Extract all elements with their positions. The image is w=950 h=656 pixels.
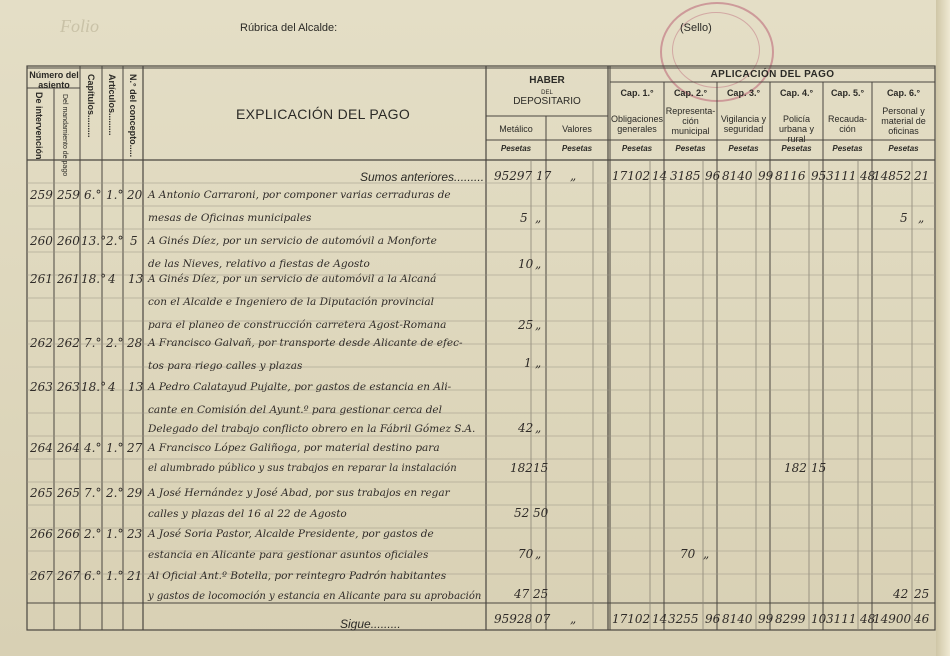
sigue-cap4-cents: 10: [811, 612, 827, 626]
header-articulos: Artículos.........: [107, 74, 117, 136]
entry-263-mand: 263: [57, 380, 80, 394]
entry-261-metalico: 25: [518, 318, 534, 332]
sumos-cap2: 3185: [670, 169, 701, 183]
entry-260-line-1: A Ginés Díez, por un servicio de automóvil a Monforte: [148, 235, 437, 247]
entry-262-line-2: tos para riego calles y plazas: [148, 360, 303, 372]
header-cap-2: Cap. 2.°: [673, 88, 708, 98]
sigue-metalico: 95928: [494, 612, 533, 626]
entry-260-interv: 260: [30, 234, 53, 248]
entry-266-cap2: 70: [680, 547, 696, 561]
header-aplicacion-del-pago: APLICACIÓN DEL PAGO: [710, 69, 835, 80]
header-depositario: DEPOSITARIO: [513, 96, 581, 107]
entry-261-cap: 18.°: [81, 272, 107, 286]
header-cap-1-name: Obligaciones generales: [610, 114, 664, 134]
entry-267-cap6-cents: 25: [914, 587, 930, 601]
sumos-cap3: 8140: [722, 169, 753, 183]
entry-266-mand: 266: [57, 527, 80, 541]
header-metalico: Metálico: [499, 124, 533, 134]
entry-260-cap: 13.°: [81, 234, 107, 248]
entry-261-line-2: con el Alcalde e Ingeniero de la Diputación provincial: [148, 296, 434, 308]
sumos-anteriores-label: Sumos anteriores.........: [360, 170, 485, 184]
header-cap-4-name: Policía urbana y rural: [778, 114, 815, 144]
sumos-metalico-cents: 17: [536, 169, 552, 183]
sigue-cap5: 3111: [826, 612, 857, 626]
sigue-cap2-cents: 96: [705, 612, 721, 626]
entry-259-cap: 6.°: [84, 188, 102, 202]
header-cap-5-name: Recauda- ción: [827, 114, 868, 134]
entry-266-line-1: A José Soria Pastor, Alcalde Presidente, por gastos de: [148, 528, 434, 540]
entry-264-cap4: 182: [784, 461, 807, 475]
sumos-cap2-cents: 96: [705, 169, 721, 183]
entry-262-cap: 7.°: [84, 336, 102, 350]
sigue-cap3: 8140: [722, 612, 753, 626]
pesetas-cap-1: Pesetas: [621, 144, 653, 153]
entry-261-conc: 13: [128, 272, 144, 286]
entry-266-cap2-cents: „: [703, 547, 710, 561]
header-explicacion-del-pago: EXPLICACIÓN DEL PAGO: [236, 106, 411, 122]
entry-260-line-2: de las Nieves, relativo a fiestas de Agosto: [148, 258, 370, 270]
entry-263-metalico-cents: „: [535, 421, 542, 435]
entry-260-mand: 260: [57, 234, 80, 248]
sigue-cap3-cents: 99: [758, 612, 774, 626]
entry-266-cap: 2.°: [84, 527, 102, 541]
entry-266-conc: 23: [127, 527, 143, 541]
header-cap-3-name: Vigilancia y seguridad: [720, 114, 767, 134]
entry-266-art: 1.°: [106, 527, 124, 541]
entry-265-metalico-cents: 50: [533, 506, 549, 520]
entry-261-metalico-cents: „: [535, 318, 542, 332]
entry-267-metalico: 47: [514, 587, 530, 601]
sigue-cap4: 8299: [775, 612, 806, 626]
entry-262-metalico: 1: [524, 356, 532, 370]
sumos-cap3-cents: 99: [758, 169, 774, 183]
entry-265-cap: 7.°: [84, 486, 102, 500]
header-cap-1: Cap. 1.°: [620, 88, 654, 98]
entry-263-line-2: cante en Comisión del Ayunt.º para gestionar cerca del: [148, 404, 442, 416]
entry-260-conc: 5: [130, 234, 138, 248]
entry-265-mand: 265: [57, 486, 80, 500]
sumos-cap6-cents: 21: [914, 169, 930, 183]
sigue-label: Sigue.........: [340, 617, 401, 631]
entry-259-interv: 259: [30, 188, 53, 202]
sumos-cap5-cents: 48: [860, 169, 876, 183]
sumos-cap4-cents: 95: [811, 169, 827, 183]
entry-264-cap4-cents: 15: [811, 461, 827, 475]
pesetas-cap-3: Pesetas: [728, 144, 759, 153]
entry-267-interv: 267: [30, 569, 53, 583]
entry-262-metalico-cents: „: [535, 356, 542, 370]
sumos-cap6: 14852: [873, 169, 912, 183]
entry-267-cap6: 42: [893, 587, 909, 601]
entry-263-line-3: Delegado del trabajo conflicto obrero en la Fábril Gómez S.A.: [148, 423, 476, 435]
header-cap-5: Cap. 5.°: [830, 88, 865, 98]
entry-264-metalico-cents: 15: [533, 461, 549, 475]
entry-259-cap6: 5: [900, 211, 908, 225]
header-cap-6-name: Personal y material de oficinas: [881, 106, 926, 136]
entry-267-art: 1.°: [106, 569, 124, 583]
rubrica-alcalde: Rúbrica del Alcalde:: [240, 22, 338, 34]
sumos-metalico: 95297: [494, 169, 533, 183]
entry-260-art: 2.°: [106, 234, 124, 248]
pesetas-cap-4: Pesetas: [781, 144, 812, 153]
entry-267-line-2: y gastos de locomoción y estancia en Alicante para su aprobación: [148, 591, 482, 602]
sigue-valores: „: [570, 612, 577, 626]
entry-265-interv: 265: [30, 486, 53, 500]
entry-267-mand: 267: [57, 569, 80, 583]
header-n-concepto: N.° del concepto.....: [128, 74, 138, 158]
sigue-cap2: 3255: [668, 612, 699, 626]
entry-262-interv: 262: [30, 336, 53, 350]
header-del-mandamiento: Del mandamiento de pago: [61, 94, 68, 177]
entry-266-metalico: 70: [518, 547, 534, 561]
entry-264-conc: 27: [127, 441, 143, 455]
entry-266-line-2: estancia en Alicante para gestionar asuntos oficiales: [148, 549, 429, 561]
header-haber: HABER: [529, 75, 565, 86]
entry-264-line-1: A Francisco López Galiñoga, por material destino para: [148, 442, 440, 454]
sigue-metalico-cents: 07: [535, 612, 551, 626]
entry-259-metalico-cents: „: [535, 211, 542, 225]
entry-267-metalico-cents: 25: [533, 587, 549, 601]
sumos-cap5: 3111: [826, 169, 857, 183]
entry-259-cap6-cents: „: [918, 211, 925, 225]
entry-263-metalico: 42: [518, 421, 534, 435]
entry-259-line-1: A Antonio Carraroni, por componer varias cerraduras de: [148, 189, 451, 201]
entry-263-line-1: A Pedro Calatayud Pujalte, por gastos de estancia en Ali-: [148, 381, 452, 393]
pesetas-valores: Pesetas: [561, 144, 593, 153]
entry-262-mand: 262: [57, 336, 80, 350]
entry-259-metalico: 5: [520, 211, 528, 225]
entry-266-interv: 266: [30, 527, 53, 541]
entry-260-metalico-cents: „: [535, 257, 542, 271]
sigue-cap6: 14900: [873, 612, 912, 626]
sigue-cap6-cents: 46: [914, 612, 930, 626]
entry-261-mand: 261: [57, 272, 80, 286]
header-capitulos: Capítulos.........: [86, 74, 96, 138]
sigue-cap1: 17102: [612, 612, 651, 626]
sigue-cap1-cents: 14: [652, 612, 668, 626]
entry-267-line-1: Al Oficial Ant.º Botella, por reintegro Padrón habitantes: [148, 570, 447, 582]
entry-263-conc: 13: [128, 380, 144, 394]
entry-262-conc: 28: [127, 336, 143, 350]
entry-259-mand: 259: [57, 188, 80, 202]
entry-262-line-1: A Francisco Galvañ, por transporte desde Alicante de efec-: [148, 337, 463, 349]
pesetas-metalico: Pesetas: [500, 144, 532, 153]
folio-label: Folio: [60, 16, 99, 36]
header-de-intervencion: De intervención: [34, 92, 44, 160]
entry-267-conc: 21: [127, 569, 143, 583]
entry-265-metalico: 52: [514, 506, 530, 520]
entry-260-metalico: 10: [518, 257, 534, 271]
entry-263-art: 4: [108, 380, 116, 394]
entry-263-cap: 18.°: [81, 380, 107, 394]
pesetas-cap-2: Pesetas: [675, 144, 706, 153]
pesetas-cap-5: Pesetas: [832, 144, 863, 153]
sigue-cap5-cents: 48: [860, 612, 876, 626]
entry-264-art: 1.°: [106, 441, 124, 455]
header-numero-asiento: Número del asiento: [29, 70, 79, 90]
header-cap-4: Cap. 4.°: [779, 88, 814, 98]
entry-262-art: 2.°: [106, 336, 124, 350]
header-valores: Valores: [562, 124, 592, 134]
entry-264-interv: 264: [30, 441, 53, 455]
entry-265-line-1: A José Hernández y José Abad, por sus trabajos en regar: [148, 487, 450, 499]
entry-259-conc: 20: [127, 188, 143, 202]
entry-263-interv: 263: [30, 380, 53, 394]
entry-265-line-2: calles y plazas del 16 al 22 de Agosto: [148, 508, 347, 520]
entry-267-cap: 6.°: [84, 569, 102, 583]
entry-261-line-3: para el planeo de construcción carretera Agost-Romana: [148, 319, 447, 331]
entry-264-metalico: 182: [510, 461, 533, 475]
entry-261-interv: 261: [30, 272, 53, 286]
sumos-cap1: 17102: [612, 169, 651, 183]
header-haber-del: DEL: [541, 90, 553, 96]
entry-261-art: 4: [108, 272, 116, 286]
sello-label: (Sello): [680, 22, 712, 34]
header-cap-3: Cap. 3.°: [726, 88, 761, 98]
entry-265-art: 2.°: [106, 486, 124, 500]
sumos-cap4: 8116: [775, 169, 806, 183]
sumos-cap1-cents: 14: [652, 169, 668, 183]
sumos-valores: „: [570, 169, 577, 183]
entry-259-art: 1.°: [106, 188, 124, 202]
header-cap-2-name: Representa- ción municipal: [665, 106, 716, 136]
pesetas-cap-6: Pesetas: [888, 144, 919, 153]
entry-261-line-1: A Ginés Díez, por un servicio de automóvil a la Alcaná: [148, 273, 437, 285]
entry-264-cap: 4.°: [84, 441, 102, 455]
entry-264-line-2: el alumbrado público y sus trabajos en reparar la instalación: [148, 463, 457, 474]
entry-265-conc: 29: [127, 486, 143, 500]
header-cap-6: Cap. 6.°: [886, 88, 921, 98]
entry-266-metalico-cents: „: [535, 547, 542, 561]
entry-259-line-2: mesas de Oficinas municipales: [148, 212, 312, 224]
entry-264-mand: 264: [57, 441, 80, 455]
